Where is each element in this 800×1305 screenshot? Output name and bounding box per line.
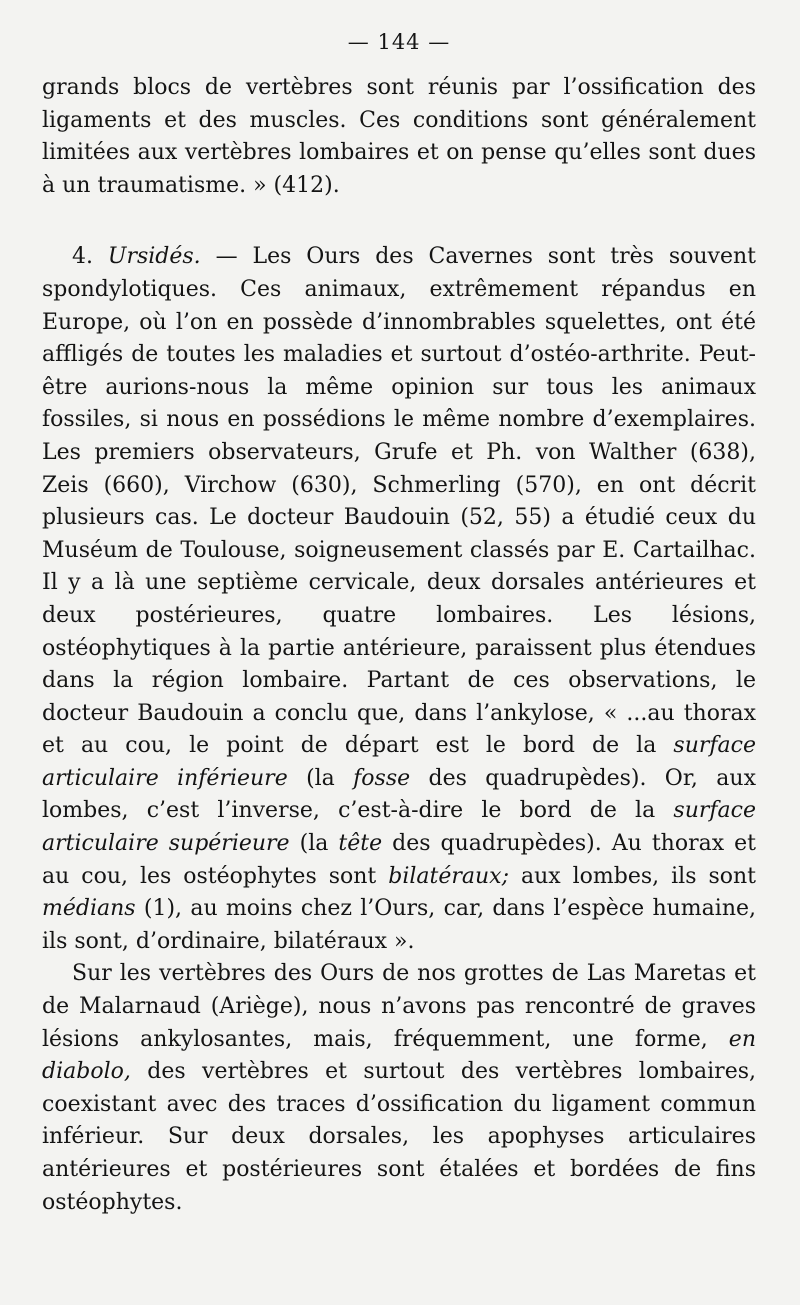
paragraph-grottes: Sur les vertèbres des Ours de nos grottes de Las Maretas et de Malarnaud (Ariège), nous n’avons pas rencontré de graves lésions ankylosantes, mais, fréquemment, une forme, en diabolo, des vertèbres et surtout des vertèbres lombaires, coexistant avec des traces d’ossification du ligament commun inférieur. Sur deux dorsales, les apophyses articulaires antérieures et postérieures sont étalées et bordées de fins ostéophytes. (42, 961, 756, 1215)
section-title: Ursidés. (107, 244, 201, 270)
paragraph-ursides: 4. Ursidés. — Les Ours des Cavernes sont très souvent spondylotiques. Ces animaux, extrêmement répandus en Europe, où l’on en possède d’innombrables squelettes, ont été affligés de toutes les maladies et surtout d’ostéo-arthrite. Peut-être aurions-nous la même opinion sur tous les animaux fossiles, si nous en possédions le même nombre d’exemplaires. Les premiers observateurs, Grufe et Ph. von Walther (638), Zeis (660), Virchow (630), Schmerling (570), en ont décrit plusieurs cas. Le docteur Baudouin (52, 55) a étudié ceux du Muséum de Toulouse, soigneusement classés par E. Cartailhac. Il y a là une septième cervicale, deux dorsales antérieures et deux postérieures, quatre lombaires. Les lésions, ostéophytiques à la partie antérieure, paraissent plus étendues dans la région lombaire. Partant de ces observations, le docteur Baudouin a conclu que, dans l’ankylose, « ...au thorax et au cou, le point de départ est le bord de la surface articulaire inférieure (la fosse des quadrupèdes). Or, aux lombes, c’est l’inverse, c’est-à-dire le bord de la surface articulaire supérieure (la tête des quadrupèdes). Au thorax et au cou, les ostéophytes sont bilatéraux; aux lombes, ils sont médians (1), au moins chez l’Ours, car, dans l’espèce humaine, ils sont, d’ordinaire, bilatéraux ». (42, 244, 757, 954)
page-number: — 144 — (347, 30, 451, 54)
paragraph-gap (42, 202, 756, 241)
body-text (42, 72, 756, 1219)
paragraph-continuation: grands blocs de vertèbres sont réunis par l’ossification des ligaments et des muscles. Ces conditions sont généralement limitées aux vertèbres lombaires et on pense qu’elles sont dues à un traumatisme. » (412). (42, 75, 756, 198)
section-number: 4. (72, 244, 93, 270)
